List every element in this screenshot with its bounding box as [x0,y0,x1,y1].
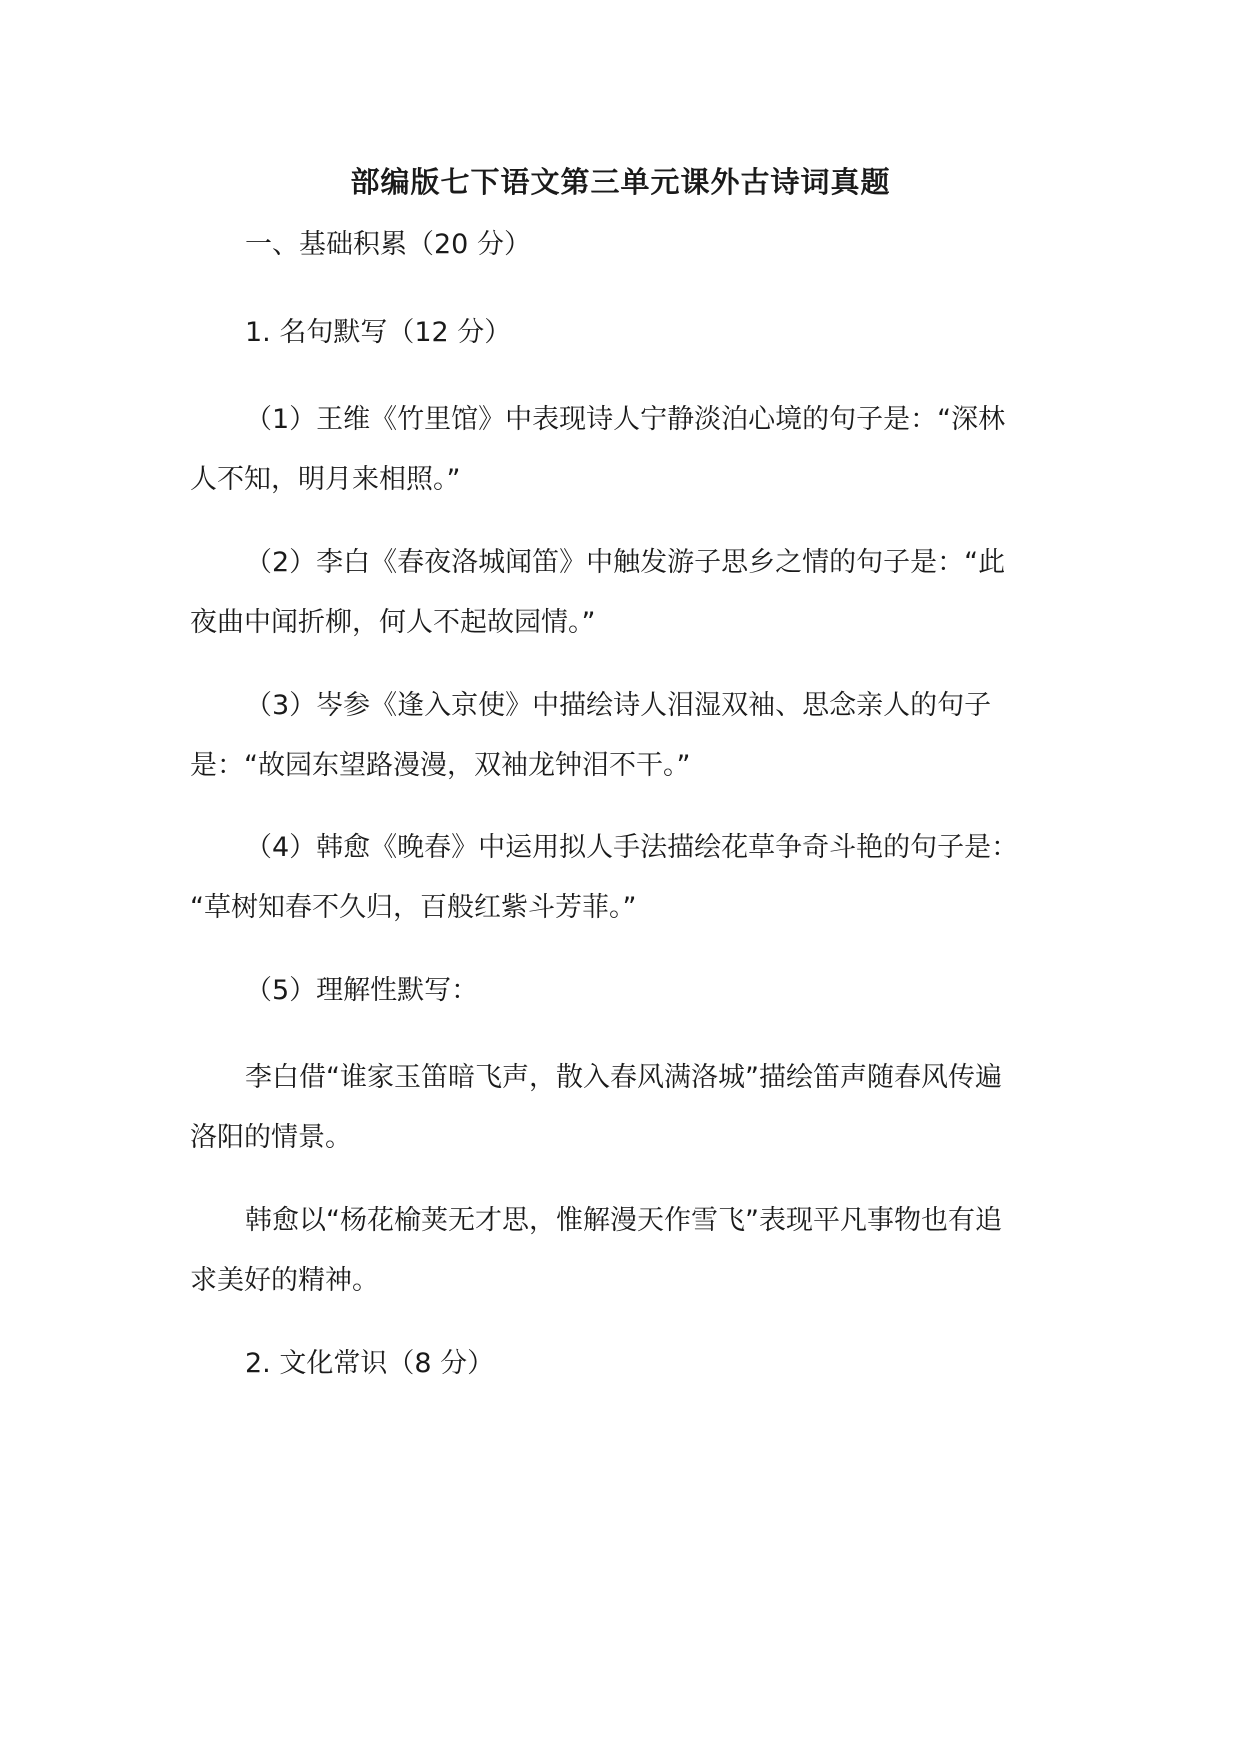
understanding-1-line-2: 洛阳的情景。 [190,1122,352,1153]
understanding-2-line-2: 求美好的精神。 [190,1265,379,1296]
page-title: 部编版七下语文第三单元课外古诗词真题 [350,165,891,199]
understanding-2-line-1: 韩愈以“杨花榆荚无才思，惟解漫天作雪飞”表现平凡事物也有追 [245,1205,1002,1236]
item-4-line-2: “草树知春不久归，百般红紫斗芳菲。” [190,892,637,923]
item-3-line-1: （3）岑参《逢入京使》中描绘诗人泪湿双袖、思念亲人的句子 [245,690,992,721]
item-2-line-2: 夜曲中闻折柳，何人不起故园情。” [190,607,596,638]
question-1-heading: 1. 名句默写（12 分） [245,317,512,348]
item-2-line-1: （2）李白《春夜洛城闻笛》中触发游子思乡之情的句子是：“此 [245,547,1006,578]
understanding-1-line-1: 李白借“谁家玉笛暗飞声，散入春风满洛城”描绘笛声随春风传遍 [245,1062,1002,1093]
item-4-line-1: （4）韩愈《晚春》中运用拟人手法描绘花草争奇斗艳的句子是： [245,832,1019,863]
question-2-heading: 2. 文化常识（8 分） [245,1348,495,1379]
item-1-line-2: 人不知，明月来相照。” [190,464,461,495]
item-5-heading: （5）理解性默写： [245,975,479,1006]
item-1-line-1: （1）王维《竹里馆》中表现诗人宁静淡泊心境的句子是：“深林 [245,404,1006,435]
item-3-line-2: 是：“故园东望路漫漫，双袖龙钟泪不干。” [190,750,691,781]
section-heading-basics: 一、基础积累（20 分） [245,229,531,260]
